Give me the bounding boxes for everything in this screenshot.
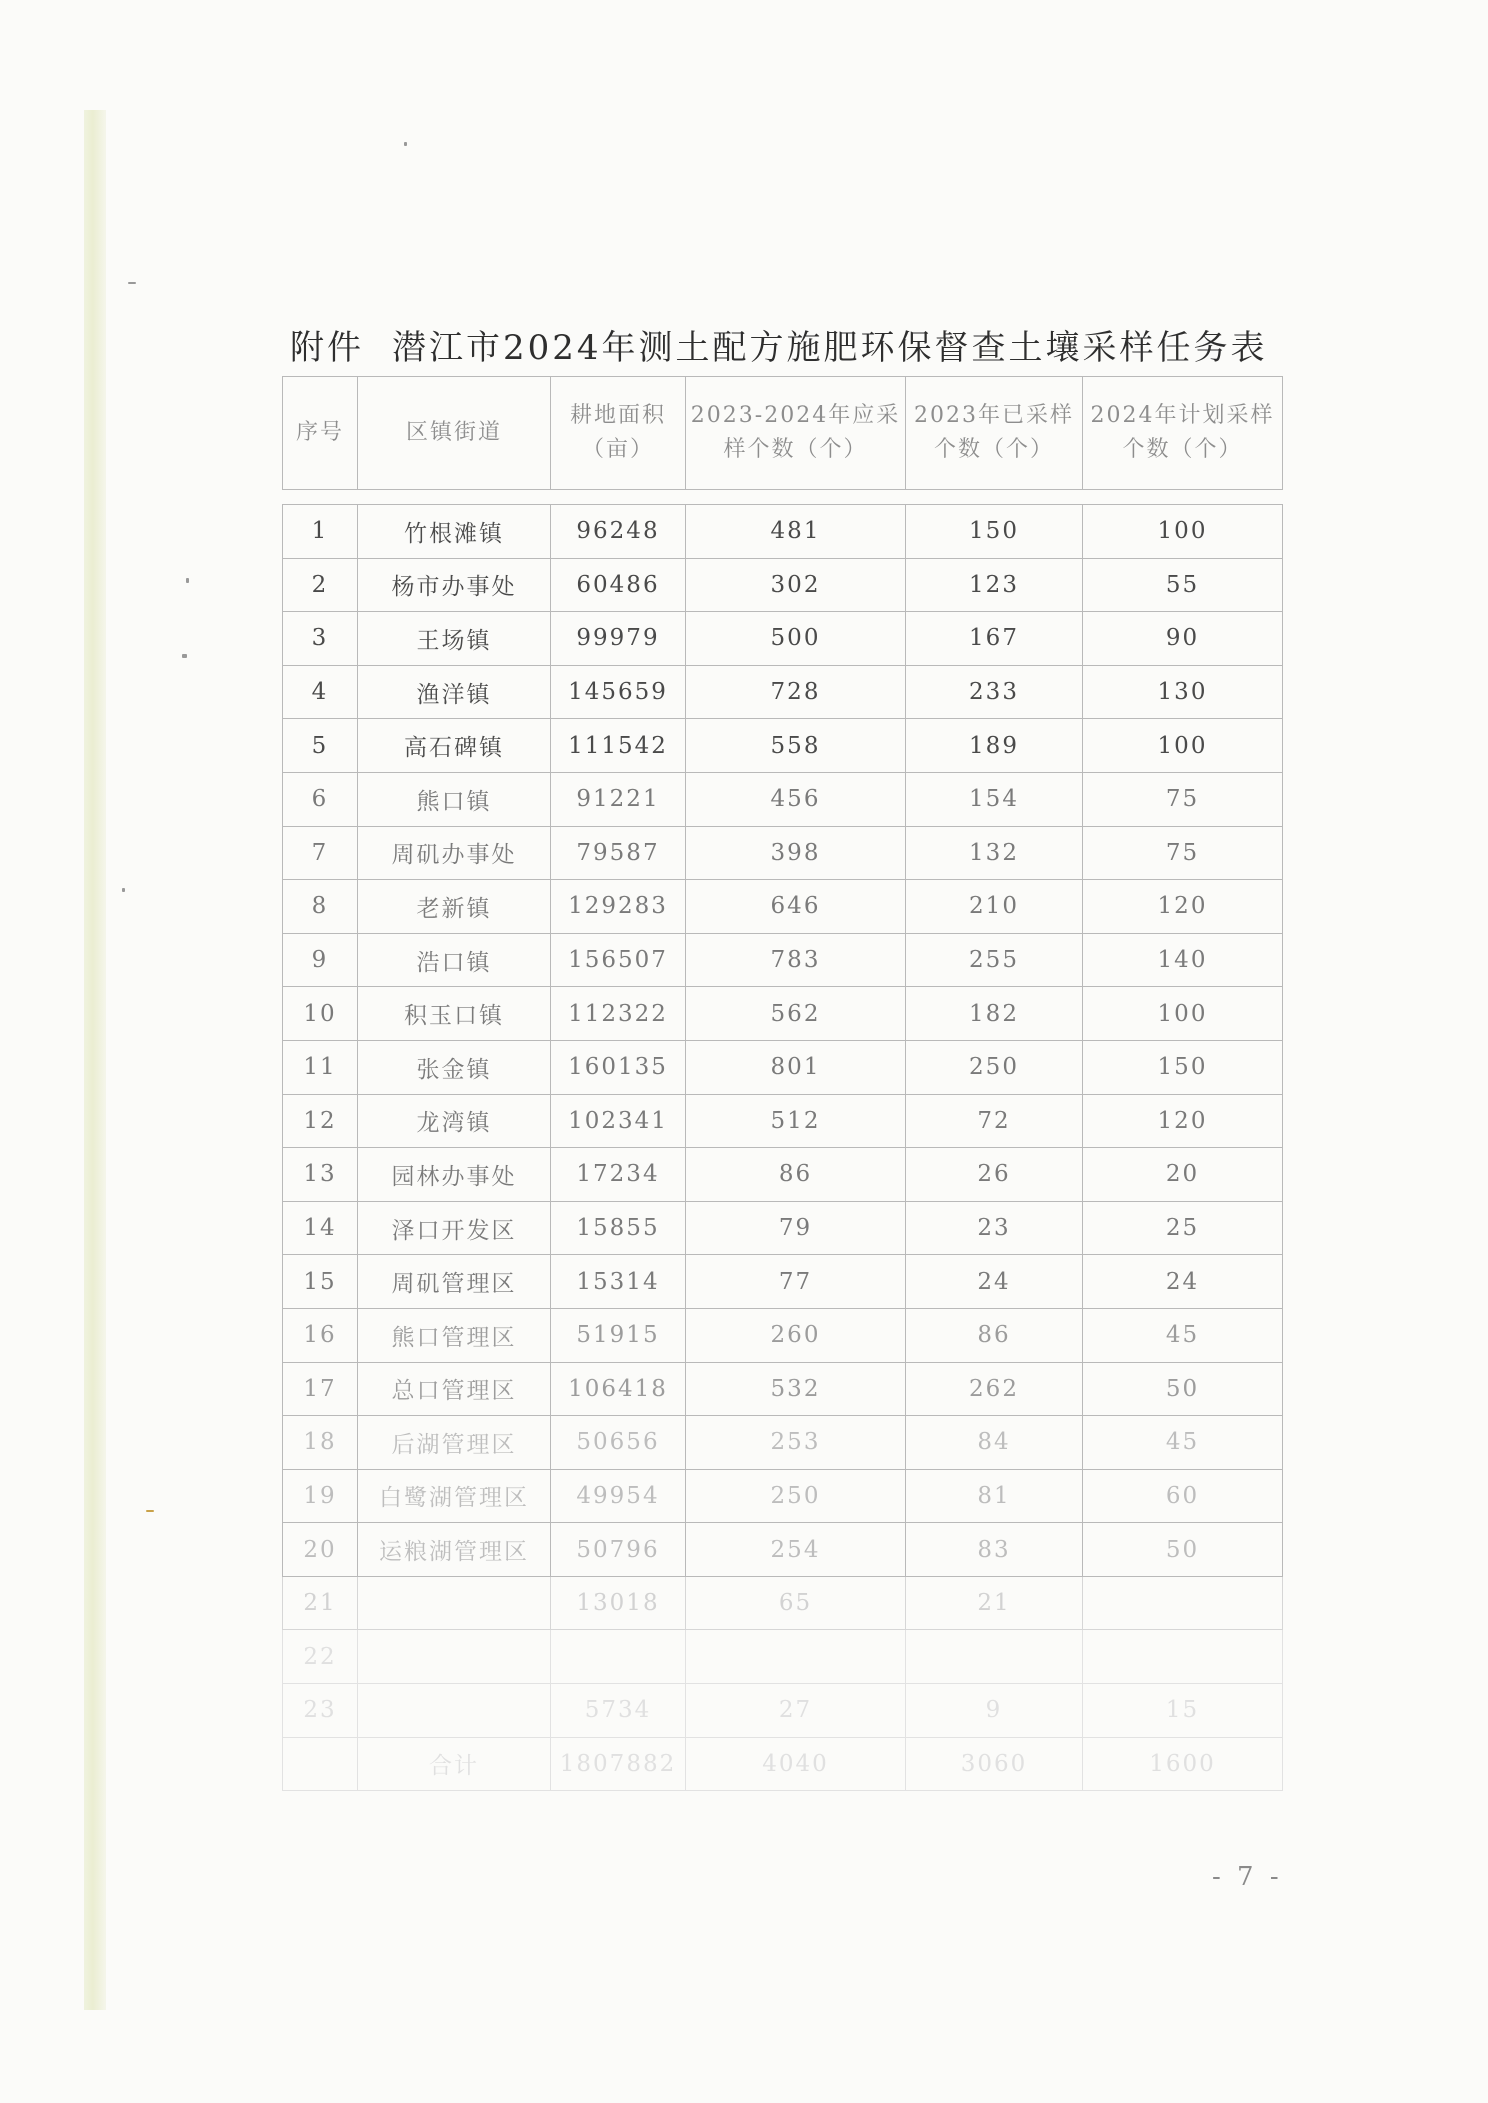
cell-index: 12 — [283, 1094, 358, 1148]
cell-area: 112322 — [551, 987, 686, 1041]
cell-index: 13 — [283, 1148, 358, 1202]
total-cell-area: 1807882 — [551, 1737, 686, 1791]
cell-sampled: 9 — [906, 1684, 1083, 1738]
cell-index: 19 — [283, 1469, 358, 1523]
cell-area: 160135 — [551, 1040, 686, 1094]
cell-sampled: 26 — [906, 1148, 1083, 1202]
cell-planned: 120 — [1083, 1094, 1283, 1148]
cell-index: 16 — [283, 1308, 358, 1362]
cell-district: 后湖管理区 — [358, 1416, 551, 1470]
cell-required: 77 — [686, 1255, 906, 1309]
cell-area: 79587 — [551, 826, 686, 880]
cell-area: 50796 — [551, 1523, 686, 1577]
cell-index: 15 — [283, 1255, 358, 1309]
cell-index: 6 — [283, 772, 358, 826]
cell-sampled: 210 — [906, 880, 1083, 934]
table-row — [283, 1255, 1283, 1309]
cell-area: 15855 — [551, 1201, 686, 1255]
cell-index: 7 — [283, 826, 358, 880]
cell-planned: 24 — [1083, 1255, 1283, 1309]
cell-required: 79 — [686, 1201, 906, 1255]
cell-sampled: 81 — [906, 1469, 1083, 1523]
header-sampled-2023: 2023年已采样个数（个） — [906, 377, 1083, 490]
cell-sampled — [906, 1630, 1083, 1684]
cell-area: 60486 — [551, 558, 686, 612]
cell-planned: 130 — [1083, 665, 1283, 719]
cell-required: 27 — [686, 1684, 906, 1738]
cell-required: 558 — [686, 719, 906, 773]
page-number: - 7 - — [1212, 1862, 1283, 1892]
cell-index: 4 — [283, 665, 358, 719]
cell-planned: 15 — [1083, 1684, 1283, 1738]
total-cell-index — [283, 1737, 358, 1791]
cell-required: 646 — [686, 880, 906, 934]
cell-planned: 25 — [1083, 1201, 1283, 1255]
scan-speck — [128, 282, 136, 284]
table-row — [283, 1576, 1283, 1630]
document-title-line — [290, 320, 1268, 369]
cell-planned: 75 — [1083, 826, 1283, 880]
cell-required: 728 — [686, 665, 906, 719]
cell-area: 99979 — [551, 612, 686, 666]
cell-district: 园林办事处 — [358, 1148, 551, 1202]
header-district: 区镇街道 — [358, 377, 551, 490]
cell-sampled: 255 — [906, 933, 1083, 987]
cell-area: 106418 — [551, 1362, 686, 1416]
cell-sampled: 167 — [906, 612, 1083, 666]
cell-district: 张金镇 — [358, 1040, 551, 1094]
cell-area: 102341 — [551, 1094, 686, 1148]
cell-planned: 90 — [1083, 612, 1283, 666]
cell-index: 8 — [283, 880, 358, 934]
cell-sampled: 84 — [906, 1416, 1083, 1470]
cell-district: 熊口管理区 — [358, 1308, 551, 1362]
header-gap-row — [283, 490, 1283, 505]
cell-district: 竹根滩镇 — [358, 505, 551, 559]
gap-cell — [283, 490, 1283, 505]
scan-speck — [122, 888, 125, 892]
cell-planned: 50 — [1083, 1362, 1283, 1416]
cell-area: 111542 — [551, 719, 686, 773]
table-row — [283, 1040, 1283, 1094]
total-cell-sampled: 3060 — [906, 1737, 1083, 1791]
cell-required: 398 — [686, 826, 906, 880]
table-row — [283, 719, 1283, 773]
cell-area: 15314 — [551, 1255, 686, 1309]
table-row — [283, 1201, 1283, 1255]
table-row — [283, 505, 1283, 559]
cell-district: 泽口开发区 — [358, 1201, 551, 1255]
cell-required: 260 — [686, 1308, 906, 1362]
cell-area: 156507 — [551, 933, 686, 987]
cell-required: 253 — [686, 1416, 906, 1470]
table-row — [283, 880, 1283, 934]
table-row — [283, 1094, 1283, 1148]
cell-area: 91221 — [551, 772, 686, 826]
cell-district: 熊口镇 — [358, 772, 551, 826]
table-row — [283, 826, 1283, 880]
cell-planned: 45 — [1083, 1416, 1283, 1470]
cell-district: 龙湾镇 — [358, 1094, 551, 1148]
cell-required: 783 — [686, 933, 906, 987]
cell-planned: 100 — [1083, 719, 1283, 773]
cell-index: 3 — [283, 612, 358, 666]
scan-speck — [404, 142, 407, 146]
cell-sampled: 250 — [906, 1040, 1083, 1094]
cell-district: 白鹭湖管理区 — [358, 1469, 551, 1523]
cell-required: 500 — [686, 612, 906, 666]
table-row — [283, 1362, 1283, 1416]
cell-sampled: 72 — [906, 1094, 1083, 1148]
cell-sampled: 182 — [906, 987, 1083, 1041]
cell-required: 302 — [686, 558, 906, 612]
table-row — [283, 665, 1283, 719]
cell-planned: 150 — [1083, 1040, 1283, 1094]
cell-planned: 55 — [1083, 558, 1283, 612]
cell-required: 512 — [686, 1094, 906, 1148]
table-row — [283, 612, 1283, 666]
cell-district: 积玉口镇 — [358, 987, 551, 1041]
cell-district: 高石碑镇 — [358, 719, 551, 773]
header-required-samples: 2023-2024年应采样个数（个） — [686, 377, 906, 490]
cell-area: 49954 — [551, 1469, 686, 1523]
attachment-label: 附件 — [290, 328, 364, 368]
cell-index: 18 — [283, 1416, 358, 1470]
cell-planned: 45 — [1083, 1308, 1283, 1362]
cell-index: 14 — [283, 1201, 358, 1255]
cell-planned: 50 — [1083, 1523, 1283, 1577]
document-title: 潜江市2024年测土配方施肥环保督查土壤采样任务表 — [392, 328, 1268, 368]
cell-district: 周矶办事处 — [358, 826, 551, 880]
table-row — [283, 1416, 1283, 1470]
cell-index: 1 — [283, 505, 358, 559]
cell-sampled: 24 — [906, 1255, 1083, 1309]
table-row — [283, 987, 1283, 1041]
cell-index: 20 — [283, 1523, 358, 1577]
cell-sampled: 132 — [906, 826, 1083, 880]
cell-district: 浩口镇 — [358, 933, 551, 987]
table-row — [283, 772, 1283, 826]
table-header-row — [283, 377, 1283, 490]
cell-sampled: 150 — [906, 505, 1083, 559]
cell-planned: 120 — [1083, 880, 1283, 934]
cell-index: 22 — [283, 1630, 358, 1684]
table-row — [283, 558, 1283, 612]
cell-index: 2 — [283, 558, 358, 612]
total-cell-planned: 1600 — [1083, 1737, 1283, 1791]
cell-area: 17234 — [551, 1148, 686, 1202]
scan-speck — [146, 1510, 154, 1512]
cell-index: 11 — [283, 1040, 358, 1094]
table-row — [283, 1469, 1283, 1523]
cell-district — [358, 1630, 551, 1684]
cell-district: 王场镇 — [358, 612, 551, 666]
table-total-row — [283, 1737, 1283, 1791]
cell-required: 801 — [686, 1040, 906, 1094]
cell-required: 562 — [686, 987, 906, 1041]
cell-sampled: 23 — [906, 1201, 1083, 1255]
cell-required: 481 — [686, 505, 906, 559]
sampling-task-table — [282, 376, 1283, 1791]
total-cell-district: 合计 — [358, 1737, 551, 1791]
table-row — [283, 933, 1283, 987]
cell-area: 129283 — [551, 880, 686, 934]
cell-index: 9 — [283, 933, 358, 987]
cell-index: 21 — [283, 1576, 358, 1630]
cell-area: 145659 — [551, 665, 686, 719]
cell-sampled: 86 — [906, 1308, 1083, 1362]
cell-planned — [1083, 1630, 1283, 1684]
cell-area — [551, 1630, 686, 1684]
table-row — [283, 1308, 1283, 1362]
cell-planned: 60 — [1083, 1469, 1283, 1523]
cell-sampled: 154 — [906, 772, 1083, 826]
cell-planned: 100 — [1083, 987, 1283, 1041]
cell-index: 5 — [283, 719, 358, 773]
cell-required: 86 — [686, 1148, 906, 1202]
header-index: 序号 — [283, 377, 358, 490]
header-area: 耕地面积（亩） — [551, 377, 686, 490]
cell-area: 96248 — [551, 505, 686, 559]
cell-sampled: 123 — [906, 558, 1083, 612]
cell-index: 23 — [283, 1684, 358, 1738]
cell-required — [686, 1630, 906, 1684]
cell-index: 17 — [283, 1362, 358, 1416]
cell-district: 运粮湖管理区 — [358, 1523, 551, 1577]
table-row — [283, 1684, 1283, 1738]
cell-district — [358, 1576, 551, 1630]
cell-district — [358, 1684, 551, 1738]
cell-district: 杨市办事处 — [358, 558, 551, 612]
cell-planned: 100 — [1083, 505, 1283, 559]
cell-area: 51915 — [551, 1308, 686, 1362]
cell-district: 渔洋镇 — [358, 665, 551, 719]
cell-required: 254 — [686, 1523, 906, 1577]
cell-district: 总口管理区 — [358, 1362, 551, 1416]
cell-sampled: 262 — [906, 1362, 1083, 1416]
scan-edge-strip — [84, 110, 106, 2010]
cell-district: 老新镇 — [358, 880, 551, 934]
cell-sampled: 233 — [906, 665, 1083, 719]
cell-area: 13018 — [551, 1576, 686, 1630]
cell-area: 5734 — [551, 1684, 686, 1738]
scan-speck — [186, 578, 189, 583]
cell-planned: 140 — [1083, 933, 1283, 987]
header-planned-2024: 2024年计划采样个数（个） — [1083, 377, 1283, 490]
cell-index: 10 — [283, 987, 358, 1041]
cell-planned: 75 — [1083, 772, 1283, 826]
cell-area: 50656 — [551, 1416, 686, 1470]
cell-sampled: 83 — [906, 1523, 1083, 1577]
cell-planned: 20 — [1083, 1148, 1283, 1202]
cell-required: 65 — [686, 1576, 906, 1630]
cell-required: 532 — [686, 1362, 906, 1416]
table-row — [283, 1148, 1283, 1202]
cell-sampled: 189 — [906, 719, 1083, 773]
total-cell-required: 4040 — [686, 1737, 906, 1791]
cell-required: 456 — [686, 772, 906, 826]
cell-required: 250 — [686, 1469, 906, 1523]
cell-sampled: 21 — [906, 1576, 1083, 1630]
table-row — [283, 1523, 1283, 1577]
scan-speck — [182, 654, 187, 658]
cell-planned — [1083, 1576, 1283, 1630]
table-row — [283, 1630, 1283, 1684]
cell-district: 周矶管理区 — [358, 1255, 551, 1309]
